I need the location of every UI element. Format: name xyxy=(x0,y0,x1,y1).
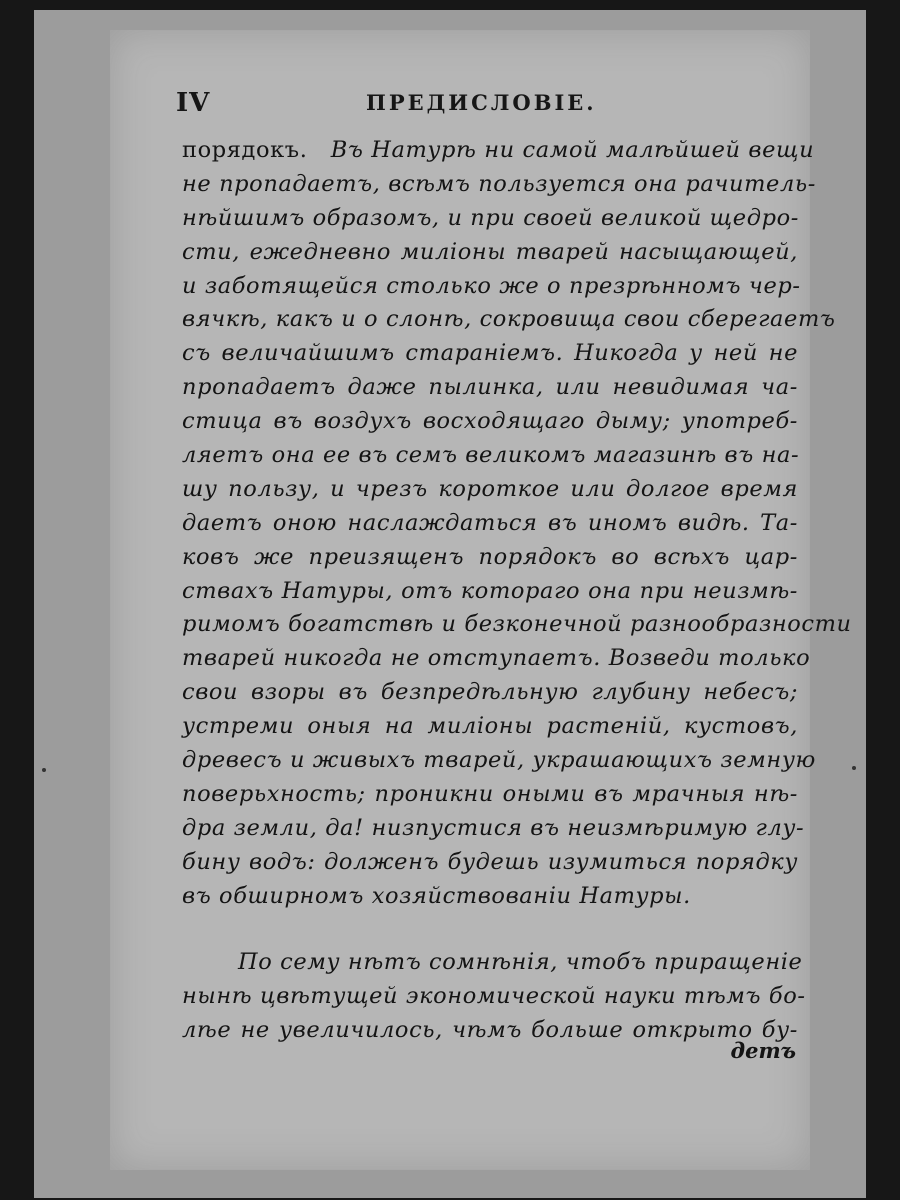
text-line: дра земли, да! низпустися въ неизмѣримую глу- xyxy=(182,814,805,841)
first-word: порядокъ. xyxy=(182,137,308,163)
text-line: вячкѣ, какъ и о слонѣ, сокровища свои сберегаетъ xyxy=(182,306,836,333)
running-title: ПРЕДИСЛОВІЕ. xyxy=(366,90,597,115)
text-line: римомъ богатствѣ и безконечной разнообразности xyxy=(182,611,852,638)
text-line: въ обширномъ хозяйствованіи Натуры. xyxy=(182,882,691,909)
text-line: ковъ же преизященъ порядокъ во всѣхъ цар- xyxy=(182,543,798,570)
text-line: шу пользу, и чрезъ короткое или долгое время xyxy=(182,475,798,502)
text-line: ствахъ Натуры, отъ котораго она при неизмѣ- xyxy=(182,577,798,604)
paragraph-gap xyxy=(182,913,798,946)
text-line: По сему нѣтъ сомнѣнія, чтобъ приращеніе xyxy=(238,949,803,976)
text-line: устреми оныя на миліоны растеній, кустовъ, xyxy=(182,713,798,740)
text-line: тварей никогда не отступаетъ. Возведи только xyxy=(182,645,811,672)
line-text: Въ Натурѣ ни самой малѣйшей вещи xyxy=(330,137,815,163)
text-line: стица въ воздухъ восходящаго дыму; употреб- xyxy=(182,408,798,435)
scan-speck xyxy=(852,766,856,770)
scan-speck xyxy=(42,768,46,772)
text-line: нынѣ цвѣтущей экономической науки тѣмъ бо- xyxy=(182,983,806,1010)
text-line: съ величайшимъ стараніемъ. Никогда у ней не xyxy=(182,340,798,367)
text-line: бину водъ: долженъ будешь изумиться порядку xyxy=(182,848,798,875)
catchword: детъ xyxy=(730,1038,796,1063)
text-line: поверьхность; проникни оными въ мрачныя нѣ- xyxy=(182,780,798,807)
text-line xyxy=(182,134,815,168)
text-line: сти, ежедневно миліоны тварей насыщающей, xyxy=(182,238,798,265)
text-line: и заботящейся столько же о презрѣнномъ чер- xyxy=(182,272,801,299)
text-line: древесъ и живыхъ тварей, украшающихъ земную xyxy=(182,747,816,774)
text-line: лѣе не увеличилось, чѣмъ больше открыто бу- xyxy=(182,1017,798,1044)
page-header xyxy=(176,88,796,128)
page-number: IV xyxy=(176,88,211,118)
text-line: даетъ оною наслаждаться въ иномъ видѣ. Та- xyxy=(182,509,798,536)
text-line: нѣйшимъ образомъ, и при своей великой щедро- xyxy=(182,204,799,231)
text-line: ляетъ она ее въ семъ великомъ магазинѣ въ на- xyxy=(182,442,800,469)
text-line: не пропадаетъ, всѣмъ пользуется она рачитель- xyxy=(182,170,816,197)
body-text xyxy=(182,134,852,1048)
text-line: свои взоры въ безпредѣльную глубину небесъ; xyxy=(182,679,798,706)
text-line: пропадаетъ даже пылинка, или невидимая ча- xyxy=(182,374,798,401)
